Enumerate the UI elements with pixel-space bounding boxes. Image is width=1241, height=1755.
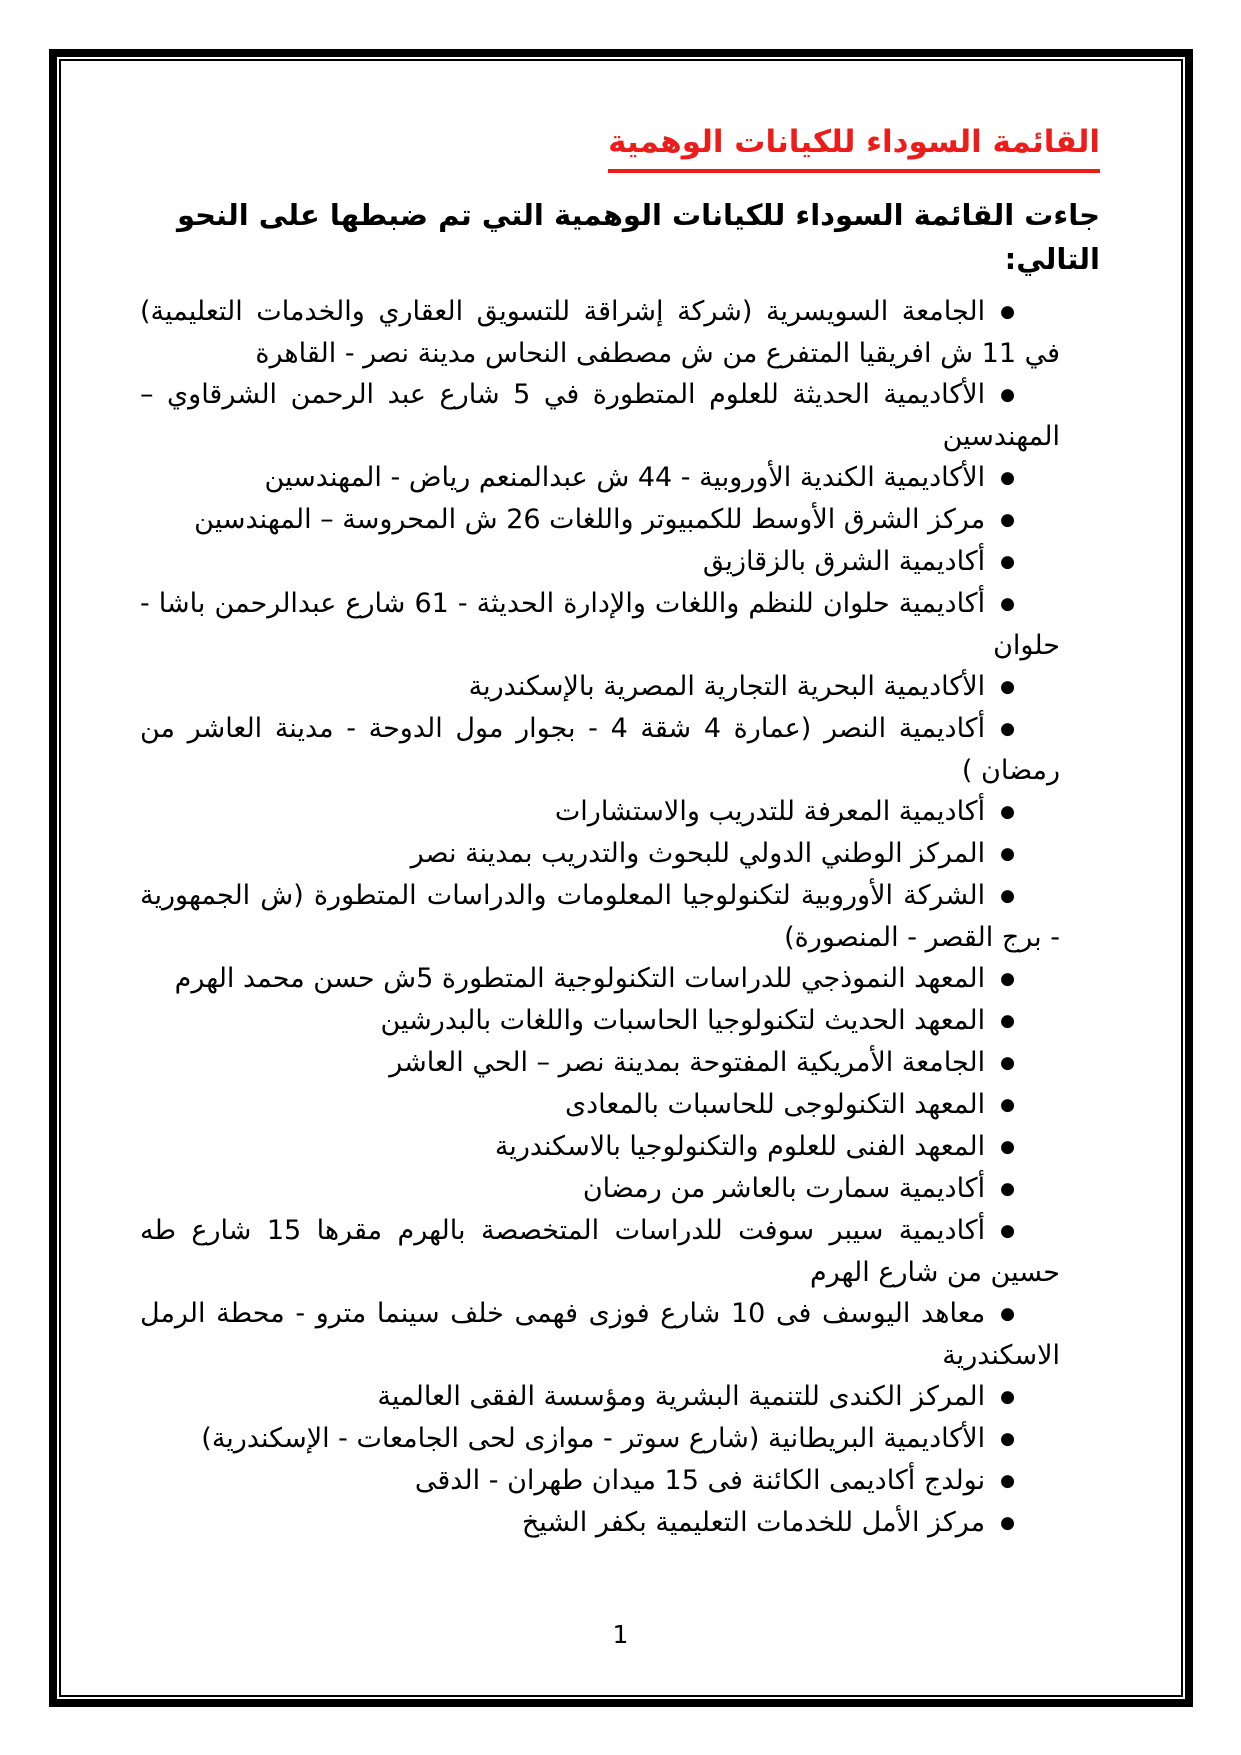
- list-item: [140, 958, 1060, 1000]
- list-item: [140, 1210, 1060, 1293]
- list-item: [140, 374, 1060, 457]
- page-title: القائمة السوداء للكيانات الوهمية: [608, 122, 1100, 173]
- list-item-text: المعهد الحديث لتكنولوجيا الحاسبات واللغات بالبدرشين: [380, 1005, 986, 1036]
- bullet-icon: ●: [1000, 1471, 1015, 1491]
- list-item-text: المركز الوطني الدولي للبحوث والتدريب بمدينة نصر: [410, 838, 986, 869]
- list-item: [140, 833, 1060, 875]
- list-item: [140, 457, 1060, 499]
- bullet-icon: ●: [1000, 510, 1015, 530]
- bullet-icon: ●: [1000, 594, 1015, 614]
- bullet-icon: ●: [1000, 802, 1015, 822]
- bullet-icon: ●: [1000, 719, 1016, 739]
- list-item: [140, 1502, 1060, 1544]
- list-item: [140, 1376, 1060, 1418]
- bullet-icon: ●: [1000, 1513, 1015, 1533]
- list-item: [140, 1418, 1060, 1460]
- bullet-icon: ●: [1000, 385, 1015, 405]
- list-item-text: مركز الأمل للخدمات التعليمية بكفر الشيخ: [521, 1507, 986, 1538]
- intro-text: جاءت القائمة السوداء للكيانات الوهمية التي تم ضبطها على النحو التالي:: [176, 198, 1100, 276]
- document-body: [140, 122, 1100, 1544]
- list-item-text: الشركة الأوروبية لتكنولوجيا المعلومات والدراسات المتطورة (ش الجمهورية - برج القصر - المنصورة): [140, 880, 1060, 953]
- list-item-text: مركز الشرق الأوسط للكمبيوتر واللغات 26 ش المحروسة – المهندسين: [194, 504, 986, 535]
- list-item-text: المركز الكندى للتنمية البشرية ومؤسسة الفقى العالمية: [377, 1381, 986, 1412]
- bullet-icon: ●: [1000, 1053, 1015, 1073]
- bullet-icon: ●: [1000, 844, 1015, 864]
- bullet-icon: ●: [1000, 1179, 1015, 1199]
- bullet-icon: ●: [1000, 1221, 1015, 1241]
- page-number: 1: [612, 1620, 629, 1649]
- list-item: [140, 583, 1060, 666]
- list-item-text: أكاديمية المعرفة للتدريب والاستشارات: [554, 796, 986, 827]
- list-item: [140, 1042, 1060, 1084]
- list-item: [140, 791, 1060, 833]
- list-item-text: الجامعة الأمريكية المفتوحة بمدينة نصر – الحي العاشر: [389, 1047, 986, 1078]
- blacklist-list: [140, 291, 1060, 1544]
- list-item-text: أكاديمية سيبر سوفت للدراسات المتخصصة بالهرم مقرها 15 شارع طه حسين من شارع الهرم: [140, 1215, 1060, 1288]
- bullet-icon: ●: [1000, 1387, 1015, 1407]
- bullet-icon: ●: [1000, 677, 1015, 697]
- list-item: [140, 541, 1060, 583]
- bullet-icon: ●: [1000, 886, 1015, 906]
- bullet-icon: ●: [1000, 468, 1015, 488]
- list-item: [140, 291, 1060, 374]
- bullet-icon: ●: [1000, 1137, 1015, 1157]
- list-item: [140, 1168, 1060, 1210]
- list-item-text: أكاديمية الشرق بالزقازيق: [702, 546, 986, 577]
- bullet-icon: ●: [1000, 969, 1015, 989]
- bullet-icon: ●: [1000, 1304, 1015, 1324]
- list-item: [140, 1126, 1060, 1168]
- list-item-text: الأكاديمية الكندية الأوروبية - 44 ش عبدالمنعم رياض - المهندسين: [264, 462, 986, 493]
- list-item-text: الأكاديمية البريطانية (شارع سوتر - موازى لحى الجامعات - الإسكندرية): [201, 1423, 986, 1454]
- list-item: [140, 708, 1060, 791]
- bullet-icon: ●: [1000, 1011, 1015, 1031]
- list-item-text: نولدج أكاديمى الكائنة فى 15 ميدان طهران - الدقى: [414, 1465, 986, 1496]
- list-item: [140, 666, 1060, 708]
- list-item-text: أكاديمية حلوان للنظم واللغات والإدارة الحديثة - 61 شارع عبدالرحمن باشا - حلوان: [140, 588, 1060, 661]
- bullet-icon: ●: [1000, 552, 1015, 572]
- list-item-text: أكاديمية سمارت بالعاشر من رمضان: [582, 1173, 986, 1204]
- list-item: [140, 1460, 1060, 1502]
- list-item-text: أكاديمية النصر (عمارة 4 شقة 4 - بجوار مول الدوحة - مدينة العاشر من رمضان ): [140, 713, 1060, 786]
- list-item-text: المعهد النموذجي للدراسات التكنولوجية المتطورة 5ش حسن محمد الهرم: [174, 963, 986, 994]
- list-item-text: معاهد اليوسف فى 10 شارع فوزى فهمى خلف سينما مترو - محطة الرمل الاسكندرية: [140, 1298, 1060, 1371]
- list-item-text: الأكاديمية الحديثة للعلوم المتطورة في 5 شارع عبد الرحمن الشرقاوي – المهندسين: [140, 379, 1060, 452]
- list-item: [140, 1293, 1060, 1376]
- list-item-text: الجامعة السويسرية (شركة إشراقة للتسويق العقاري والخدمات التعليمية) في 11 ش افريقيا المتفرع من ش مصطفى النحاس مدينة نصر - القاهرة: [140, 296, 1060, 369]
- list-item: [140, 1000, 1060, 1042]
- list-item: [140, 1084, 1060, 1126]
- bullet-icon: ●: [1000, 1429, 1015, 1449]
- list-item: [140, 499, 1060, 541]
- list-item: [140, 875, 1060, 958]
- list-item-text: المعهد الفنى للعلوم والتكنولوجيا بالاسكندرية: [494, 1131, 986, 1162]
- bullet-icon: ●: [1000, 302, 1015, 322]
- bullet-icon: ●: [1000, 1095, 1015, 1115]
- list-item-text: الأكاديمية البحرية التجارية المصرية بالإسكندرية: [468, 671, 986, 702]
- list-item-text: المعهد التكنولوجى للحاسبات بالمعادى: [564, 1089, 986, 1120]
